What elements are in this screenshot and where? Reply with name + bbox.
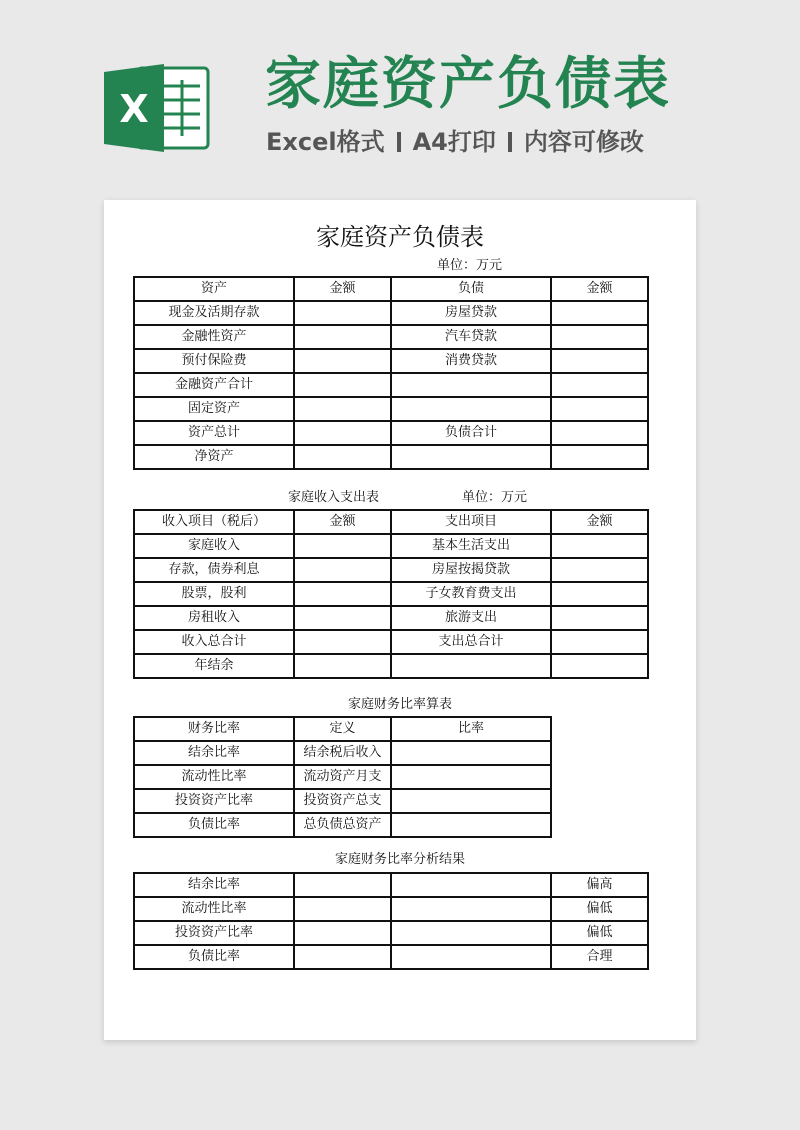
table-cell: 偏高 xyxy=(551,873,648,897)
empty-area xyxy=(551,765,648,789)
document-title: 家庭资产负债表 xyxy=(316,223,484,251)
table-row xyxy=(134,373,648,397)
table-row xyxy=(134,606,648,630)
table-cell xyxy=(294,445,391,469)
empty-area xyxy=(551,789,648,813)
empty-area xyxy=(551,717,648,741)
header-cell: 负债 xyxy=(391,277,551,301)
table-row xyxy=(134,813,648,837)
banner-subtitle xyxy=(266,127,644,157)
table-cell: 净资产 xyxy=(134,445,294,469)
table-cell xyxy=(294,606,391,630)
table-cell: 金融性资产 xyxy=(134,325,294,349)
table-cell: 负债比率 xyxy=(134,945,294,969)
table-row xyxy=(134,421,648,445)
table-cell xyxy=(551,534,648,558)
table-cell xyxy=(294,945,391,969)
table-row xyxy=(134,349,648,373)
income-statement-caption: 家庭收入支出表 xyxy=(288,490,380,505)
table-cell xyxy=(551,630,648,654)
table-cell xyxy=(294,630,391,654)
header-cell: 金额 xyxy=(294,277,391,301)
banner-title: 家庭资产负债表 xyxy=(265,52,671,117)
table-cell: 投资资产比率 xyxy=(134,921,294,945)
table-cell xyxy=(391,654,551,678)
table-cell: 汽车贷款 xyxy=(391,325,551,349)
ratio-analysis-caption: 家庭财务比率分析结果 xyxy=(334,852,465,867)
table-cell: 流动资产月支 xyxy=(294,765,391,789)
subtitle-separator xyxy=(397,132,401,152)
table-cell: 房屋贷款 xyxy=(391,301,551,325)
header-cell: 金额 xyxy=(551,510,648,534)
table-cell xyxy=(551,606,648,630)
table-row xyxy=(134,301,648,325)
table-cell xyxy=(391,445,551,469)
logo-letter: X xyxy=(119,87,149,131)
income-statement-table xyxy=(133,509,649,679)
table-cell xyxy=(551,301,648,325)
table-cell: 投资资产比率 xyxy=(134,789,294,813)
header-cell: 定义 xyxy=(294,717,391,741)
table-cell: 存款，债券利息 xyxy=(134,558,294,582)
table-cell xyxy=(391,397,551,421)
table-row xyxy=(134,534,648,558)
table-row xyxy=(134,558,648,582)
table-cell xyxy=(551,397,648,421)
header-cell: 收入项目（税后） xyxy=(134,510,294,534)
table-cell xyxy=(551,349,648,373)
table-cell xyxy=(294,921,391,945)
table-cell xyxy=(294,301,391,325)
table-cell xyxy=(391,897,551,921)
table-cell xyxy=(391,945,551,969)
table-cell xyxy=(294,349,391,373)
table-cell: 基本生活支出 xyxy=(391,534,551,558)
table-row xyxy=(134,397,648,421)
table-cell xyxy=(294,582,391,606)
table-row xyxy=(134,630,648,654)
excel-logo-icon xyxy=(102,62,214,154)
table-header-row xyxy=(134,277,648,301)
table-row xyxy=(134,789,648,813)
table-cell: 资产总计 xyxy=(134,421,294,445)
table-row xyxy=(134,897,648,921)
table-cell xyxy=(294,325,391,349)
table-row xyxy=(134,921,648,945)
subtitle-format: Excel格式 xyxy=(266,128,385,156)
header-cell: 金额 xyxy=(294,510,391,534)
table-cell: 结余比率 xyxy=(134,873,294,897)
table-cell xyxy=(391,921,551,945)
table-cell: 收入总合计 xyxy=(134,630,294,654)
table-cell: 支出总合计 xyxy=(391,630,551,654)
table-row xyxy=(134,325,648,349)
table-cell: 年结余 xyxy=(134,654,294,678)
table-cell xyxy=(294,558,391,582)
table-row xyxy=(134,945,648,969)
header-banner xyxy=(0,0,800,195)
table-header-row xyxy=(134,510,648,534)
table-header-row xyxy=(134,717,648,741)
table-cell: 偏低 xyxy=(551,897,648,921)
table-cell xyxy=(551,558,648,582)
table-cell: 总负债总资产 xyxy=(294,813,391,837)
table-cell xyxy=(294,897,391,921)
table-cell: 家庭收入 xyxy=(134,534,294,558)
table-cell xyxy=(294,873,391,897)
empty-area xyxy=(551,813,648,837)
table-cell: 房租收入 xyxy=(134,606,294,630)
table-row xyxy=(134,741,648,765)
balance-sheet-table xyxy=(133,276,649,470)
table-cell: 现金及活期存款 xyxy=(134,301,294,325)
table-cell xyxy=(551,373,648,397)
table-cell: 旅游支出 xyxy=(391,606,551,630)
header-cell: 支出项目 xyxy=(391,510,551,534)
table-cell xyxy=(551,654,648,678)
table-cell: 投资资产总支 xyxy=(294,789,391,813)
subtitle-separator xyxy=(508,132,512,152)
table-cell: 偏低 xyxy=(551,921,648,945)
table-cell: 流动性比率 xyxy=(134,897,294,921)
table-cell xyxy=(391,813,551,837)
table-cell xyxy=(294,373,391,397)
table-cell xyxy=(551,582,648,606)
ratio-analysis-table xyxy=(133,872,649,970)
table-cell xyxy=(551,445,648,469)
table-cell xyxy=(551,421,648,445)
table-cell xyxy=(391,789,551,813)
table-cell xyxy=(551,325,648,349)
unit-label: 单位：万元 xyxy=(437,258,503,273)
income-statement-unit: 单位：万元 xyxy=(462,490,528,505)
subtitle-print: A4打印 xyxy=(412,128,496,156)
table-cell xyxy=(391,373,551,397)
table-cell xyxy=(391,873,551,897)
ratio-calc-table xyxy=(133,716,649,838)
header-cell: 比率 xyxy=(391,717,551,741)
subtitle-editable: 内容可修改 xyxy=(523,128,644,156)
table-cell xyxy=(294,534,391,558)
table-cell: 负债合计 xyxy=(391,421,551,445)
table-cell xyxy=(391,741,551,765)
table-row xyxy=(134,654,648,678)
table-cell: 股票，股利 xyxy=(134,582,294,606)
document-page xyxy=(104,200,696,1040)
table-cell: 房屋按揭贷款 xyxy=(391,558,551,582)
table-cell: 固定资产 xyxy=(134,397,294,421)
table-cell: 子女教育费支出 xyxy=(391,582,551,606)
empty-area xyxy=(551,741,648,765)
header-cell: 金额 xyxy=(551,277,648,301)
table-cell xyxy=(294,397,391,421)
table-cell: 负债比率 xyxy=(134,813,294,837)
table-row xyxy=(134,873,648,897)
header-cell: 财务比率 xyxy=(134,717,294,741)
table-row xyxy=(134,445,648,469)
header-cell: 资产 xyxy=(134,277,294,301)
table-row xyxy=(134,582,648,606)
table-cell: 结余税后收入 xyxy=(294,741,391,765)
table-cell: 消费贷款 xyxy=(391,349,551,373)
table-cell xyxy=(391,765,551,789)
table-cell: 金融资产合计 xyxy=(134,373,294,397)
ratio-calc-caption: 家庭财务比率算表 xyxy=(347,697,452,712)
table-cell: 流动性比率 xyxy=(134,765,294,789)
table-cell: 结余比率 xyxy=(134,741,294,765)
table-cell xyxy=(294,654,391,678)
table-cell: 合理 xyxy=(551,945,648,969)
table-cell: 预付保险费 xyxy=(134,349,294,373)
table-cell xyxy=(294,421,391,445)
table-row xyxy=(134,765,648,789)
